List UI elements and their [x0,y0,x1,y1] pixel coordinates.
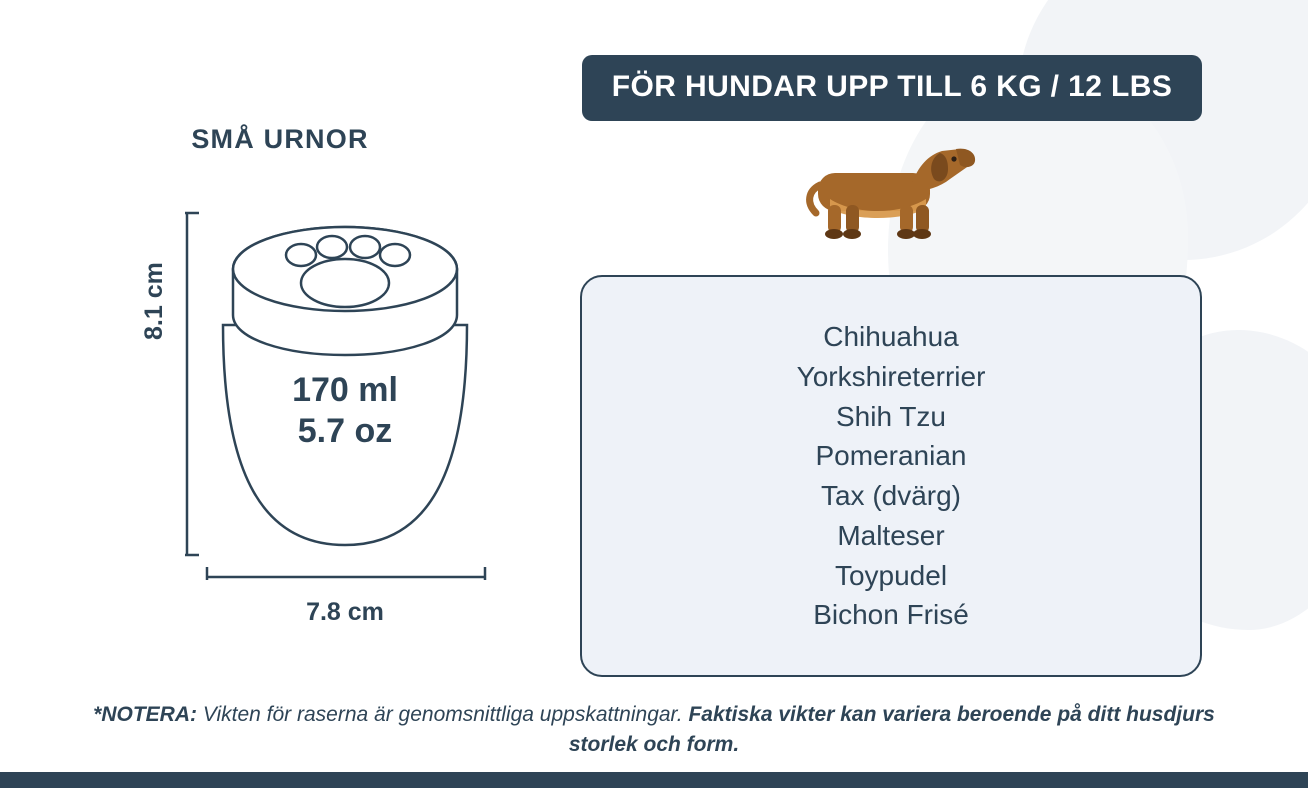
urn-width-label: 7.8 cm [306,598,384,626]
breed-item: Shih Tzu [836,400,946,432]
breed-item: Chihuahua [823,321,959,352]
breed-list-card [580,275,1202,677]
urn-section [0,0,560,700]
breed-item: Malteser [837,519,945,551]
urn-height-label: 8.1 cm [140,262,168,340]
breed-item: Toypudel [834,559,948,591]
urn-section-title: SMÅ URNOR [191,124,369,154]
footnote [90,700,1218,761]
breed-item: Pomeranian [815,440,967,472]
breed-item: Yorkshireterrier [796,360,986,392]
bottom-accent-bar [0,772,1308,788]
breed-item: Tax (dvärg) [820,480,962,511]
footnote-prefix: *NOTERA: [93,703,197,726]
breed-section [560,0,1308,700]
urn-volume [185,370,505,453]
urn-volume-ml: 170 ml [292,371,398,409]
weight-range-banner: FÖR HUNDAR UPP TILL 6 KG / 12 LBS [582,55,1202,121]
breed-item: Bichon Frisé [813,599,969,631]
dachshund-illustration [800,135,980,250]
footnote-text: Vikten för raserna är genomsnittliga uppskattningar. [197,703,689,726]
urn-volume-oz: 5.7 oz [297,412,393,451]
footnote-emphasis: Faktiska vikter kan variera beroende på ditt husdjurs storlek och form. [568,703,1215,757]
